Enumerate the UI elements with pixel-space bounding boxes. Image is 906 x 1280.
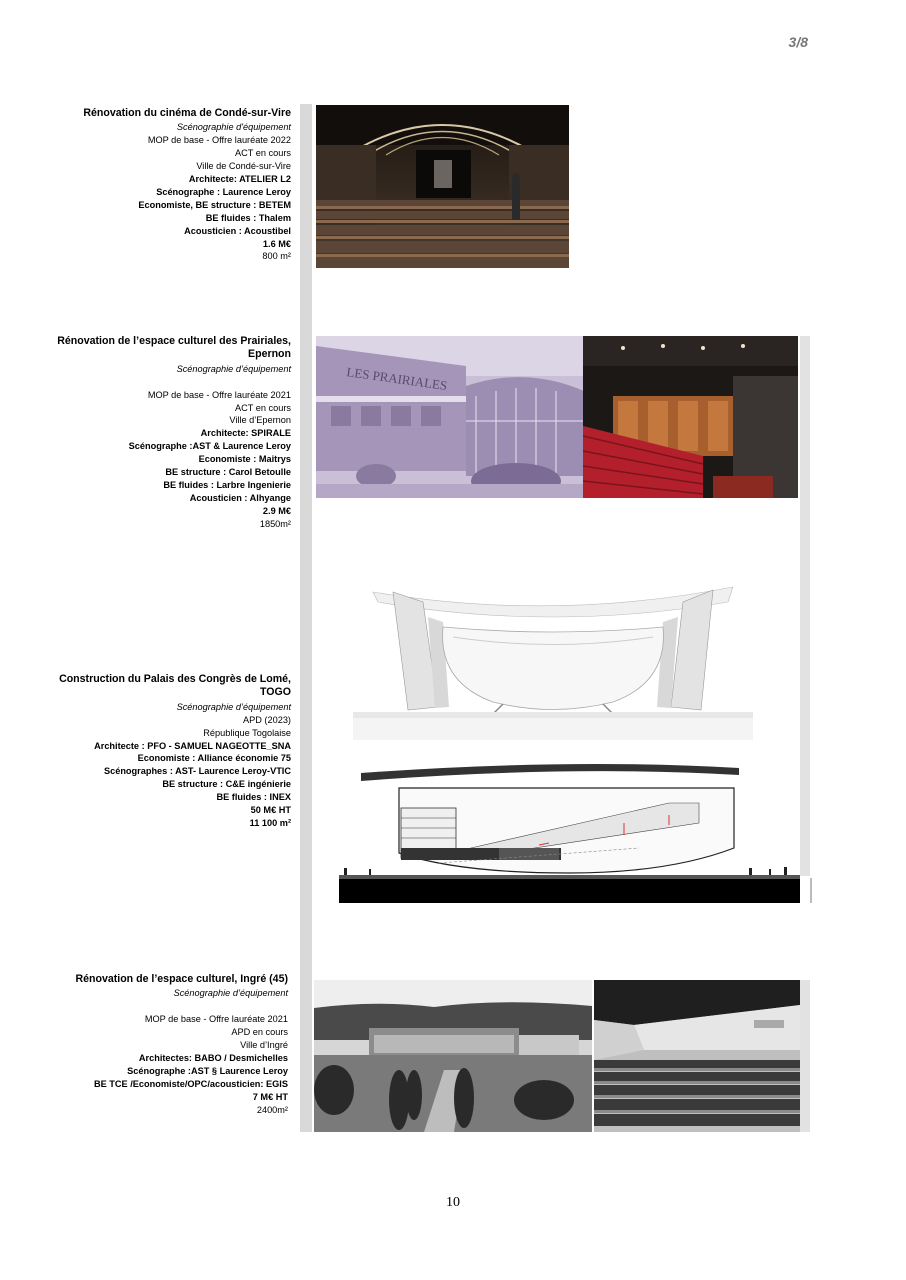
project-line: 50 M€ HT <box>250 805 291 816</box>
cinema-interior-image <box>316 105 569 268</box>
project-ingre-info <box>48 973 288 1116</box>
project-title: Rénovation de l’espace culturel des Prairiales, Epernon <box>57 335 291 361</box>
lome-palace-render-image <box>353 582 753 740</box>
project-line: Scénographes : AST- Laurence Leroy-VTIC <box>103 766 291 777</box>
project-line: APD (2023) <box>242 714 291 725</box>
project-line: Architecte: ATELIER L2 <box>188 174 291 185</box>
project-line: Architectes: BABO / Desmichelles <box>138 1052 288 1063</box>
right-border-strip-bottom <box>800 980 810 1132</box>
project-line: Economiste : Maitrys <box>198 454 291 465</box>
project-line: BE fluides : Thalem <box>205 212 291 223</box>
project-line: MOP de base - Offre lauréate 2022 <box>147 135 291 146</box>
project-line: Scénographe :AST & Laurence Leroy <box>128 441 291 452</box>
footer-page-number: 10 <box>446 1195 460 1210</box>
project-line: ACT en cours <box>235 402 291 413</box>
project-line: MOP de base - Offre lauréate 2021 <box>144 1014 288 1025</box>
project-line: 11 100 m² <box>249 817 291 828</box>
project-line: Economiste, BE structure : BETEM <box>138 199 291 210</box>
project-subtitle: Scénographie d’équipement <box>176 701 291 712</box>
project-line: 2400m² <box>256 1104 288 1115</box>
project-line: Ville d’Epernon <box>229 415 291 426</box>
project-line: République Togolaise <box>203 727 291 738</box>
prairiales-sign: LES PRAIRIALES <box>345 364 449 394</box>
project-line: BE TCE /Economiste/OPC/acousticien: EGIS <box>93 1078 288 1089</box>
project-line: Architecte : PFO - SAMUEL NAGEOTTE_SNA <box>94 740 291 751</box>
project-line: Acousticien : Alhyange <box>189 492 291 503</box>
project-line: Architecte: SPIRALE <box>200 428 291 439</box>
project-line: ACT en cours <box>235 148 291 159</box>
page-label: 3/8 <box>788 34 808 50</box>
ingre-auditorium-image <box>594 980 800 1132</box>
project-subtitle: Scénographie d'équipement <box>176 122 291 133</box>
project-title: Rénovation du cinéma de Condé-sur-Vire <box>83 107 291 119</box>
project-line: 1850m² <box>259 518 291 529</box>
project-prairiales-info <box>51 335 291 531</box>
sidebar-divider <box>300 104 312 1132</box>
project-line: Scénographe :AST § Laurence Leroy <box>127 1065 288 1076</box>
ingre-aerial-image <box>314 980 592 1132</box>
prairiales-auditorium-image <box>583 336 798 498</box>
project-line: Ville d’Ingré <box>240 1040 288 1051</box>
project-line: 2.9 M€ <box>262 505 291 516</box>
project-line: 1.6 M€ <box>262 238 291 249</box>
project-lome-info <box>41 673 291 830</box>
project-line: Acousticien : Acoustibel <box>184 225 291 236</box>
project-title: Construction du Palais des Congrès de Lomé, TOGO <box>59 673 291 699</box>
project-line: 7 M€ HT <box>252 1091 288 1102</box>
project-line: Economiste : Alliance économie 75 <box>137 753 291 764</box>
lome-section-drawing-image <box>339 763 800 903</box>
project-condesurvire-info <box>51 107 291 263</box>
project-line: BE fluides : Larbre Ingenierie <box>163 479 291 490</box>
project-line: BE structure : C&E ingénierie <box>162 779 291 790</box>
project-line: BE structure : Carol Betoulle <box>165 467 291 478</box>
project-line: MOP de base - Offre lauréate 2021 <box>147 389 291 400</box>
project-line: Ville de Condé-sur-Vire <box>196 161 291 172</box>
project-line: 800 m² <box>262 251 291 262</box>
right-border-tick <box>810 878 812 903</box>
project-subtitle: Scénographie d’équipement <box>173 988 288 999</box>
project-title: Rénovation de l’espace culturel, Ingré (45) <box>75 973 288 985</box>
project-line: Scénographe : Laurence Leroy <box>156 186 291 197</box>
prairiales-exterior-image <box>316 336 584 498</box>
right-border-strip <box>800 336 810 876</box>
project-line: APD en cours <box>231 1027 288 1038</box>
project-subtitle: Scénographie d’équipement <box>176 363 291 374</box>
project-line: BE fluides : INEX <box>216 792 291 803</box>
